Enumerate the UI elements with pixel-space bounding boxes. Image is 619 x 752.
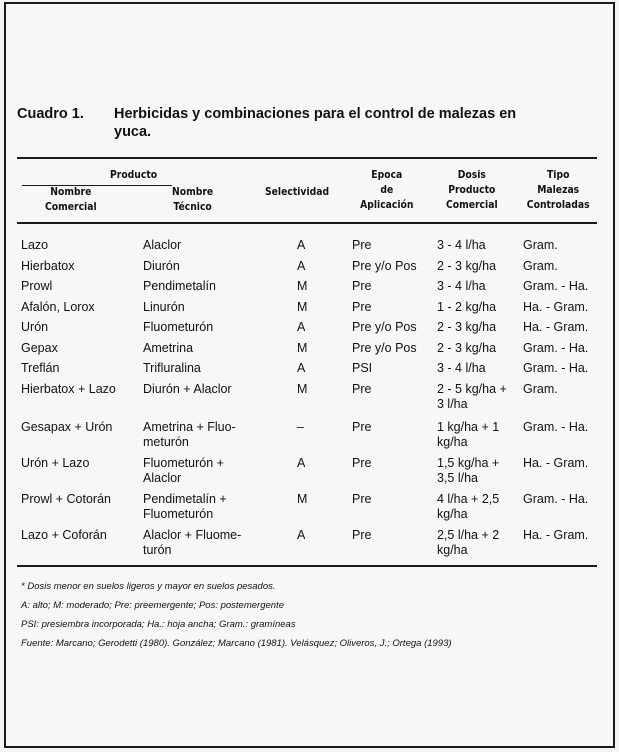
header-text: Producto <box>448 184 496 196</box>
note-1: * Dosis menor en suelos ligeros y mayor en suelos pesados. <box>21 581 276 592</box>
cell-dosis <box>437 361 486 376</box>
cell-dosis <box>437 279 486 294</box>
table-title <box>17 105 597 141</box>
cell-comercial <box>21 492 111 507</box>
header-text: de <box>380 184 394 196</box>
cell-tipo: Gram. <box>523 382 558 396</box>
cell-comercial <box>21 238 48 253</box>
cell-epoca: Pre <box>352 300 372 314</box>
note-2: A: alto; M: moderado; Pre: preemergente; Pos: postemergente <box>21 600 284 611</box>
cell-epoca: Pre y/o Pos <box>352 341 417 355</box>
cell-comercial <box>21 420 112 435</box>
cell-comercial <box>21 259 75 274</box>
cell-dosis <box>437 341 496 356</box>
cell-tecnico-line: turón <box>143 543 172 557</box>
cell-comercial <box>21 320 48 335</box>
cell-tecnico <box>143 259 180 274</box>
cell-tecnico <box>143 320 213 335</box>
note-4: Fuente: Marcano; Gerodetti (1980). González; Marcano (1981). Velásquez; Oliveros, J.; Ortega (1993) <box>21 638 452 649</box>
cell-dosis <box>437 420 499 450</box>
cell-dosis-line: 4 l/ha + 2,5 <box>437 492 500 506</box>
cell-tecnico-line: Alaclor <box>143 238 182 252</box>
cell-dosis-line: 2 - 3 kg/ha <box>437 259 497 273</box>
cell-dosis-line: 3 l/ha <box>437 397 468 411</box>
cell-dosis-line: 3,5 l/ha <box>437 471 479 485</box>
cell-tecnico-line: Ametrina <box>143 341 194 355</box>
cell-tecnico <box>143 341 193 356</box>
header-producto: Producto <box>110 169 158 181</box>
cell-selectividad: A <box>297 320 306 334</box>
cell-selectividad: – <box>297 420 304 434</box>
cell-selectividad: M <box>297 492 308 506</box>
cell-selectividad: M <box>297 341 308 355</box>
cell-tecnico-line: Fluometurón + <box>143 456 224 470</box>
cell-dosis <box>437 238 486 253</box>
cell-comercial-line: Prowl + Cotorán <box>21 492 111 506</box>
cell-tecnico <box>143 279 216 294</box>
cell-comercial <box>21 528 107 543</box>
note-3: PSI: presiembra incorporada; Ha.: hoja ancha; Gram.: gramíneas <box>21 619 296 630</box>
cell-dosis-line: 2 - 5 kg/ha + <box>437 382 507 396</box>
header-text: Epoca <box>371 169 403 181</box>
cell-epoca: Pre <box>352 456 372 470</box>
cell-dosis <box>437 382 507 412</box>
cell-epoca: Pre <box>352 420 372 434</box>
header-epoca <box>356 168 418 213</box>
cell-selectividad: A <box>297 528 306 542</box>
cell-comercial <box>21 361 59 376</box>
cell-dosis-line: kg/ha <box>437 435 468 449</box>
cell-selectividad: A <box>297 456 306 470</box>
cell-selectividad: M <box>297 279 308 293</box>
cell-tecnico <box>143 456 224 486</box>
header-nombre-comercial <box>45 185 97 215</box>
bottom-rule <box>17 565 597 567</box>
cell-tecnico-line: Alaclor <box>143 471 182 485</box>
header-text: Dosis <box>457 169 486 181</box>
cell-dosis-line: 2 - 3 kg/ha <box>437 341 497 355</box>
cell-tecnico-line: Diurón + Alaclor <box>143 382 232 396</box>
cell-selectividad: M <box>297 300 308 314</box>
cell-tipo: Gram. <box>523 259 558 273</box>
cell-tecnico-line: Pendimetalín <box>143 279 216 293</box>
cell-epoca: Pre y/o Pos <box>352 320 417 334</box>
header-text: Comercial <box>445 199 498 211</box>
cell-tecnico-line: Ametrina + Fluo- <box>143 420 236 434</box>
header-text: Tipo <box>546 169 570 181</box>
title-line-1: Herbicidas y combinaciones para el control de malezas en <box>114 106 517 122</box>
cell-comercial-line: Lazo <box>21 238 49 252</box>
cell-tipo: Ha. - Gram. <box>523 300 589 314</box>
cell-tecnico <box>143 300 185 315</box>
header-text: Nombre <box>172 186 214 198</box>
cell-comercial <box>21 456 89 471</box>
cell-comercial <box>21 341 58 356</box>
cell-comercial <box>21 382 116 397</box>
cell-dosis-line: 3 - 4 l/ha <box>437 361 486 375</box>
cell-tecnico <box>143 238 181 253</box>
header-text: Controladas <box>526 199 590 211</box>
cell-tecnico <box>143 382 232 397</box>
cell-tipo: Ha. - Gram. <box>523 456 589 470</box>
header-dosis <box>441 168 503 213</box>
cell-dosis <box>437 320 496 335</box>
cell-tecnico-line: Fluometurón <box>143 320 214 334</box>
cell-tecnico-line: meturón <box>143 435 189 449</box>
cell-comercial-line: Afalón, Lorox <box>21 300 95 314</box>
cell-dosis <box>437 456 499 486</box>
header-text: Nombre <box>50 186 92 198</box>
cell-dosis <box>437 300 496 315</box>
cell-comercial-line: Lazo + Coforán <box>21 528 107 542</box>
cell-comercial <box>21 279 52 294</box>
cell-tecnico-line: Diurón <box>143 259 180 273</box>
cell-comercial-line: Hierbatox + Lazo <box>21 382 116 396</box>
top-rule <box>17 157 597 159</box>
cell-epoca: Pre y/o Pos <box>352 259 417 273</box>
cell-comercial-line: Urón + Lazo <box>21 456 90 470</box>
cell-dosis-line: 1 - 2 kg/ha <box>437 300 497 314</box>
cell-tecnico-line: Trifluralina <box>143 361 201 375</box>
cell-comercial-line: Urón <box>21 320 49 334</box>
header-text: Aplicación <box>360 199 414 211</box>
cell-epoca: Pre <box>352 279 372 293</box>
cell-comercial-line: Gesapax + Urón <box>21 420 113 434</box>
cell-tecnico <box>143 420 236 450</box>
cell-selectividad: A <box>297 361 306 375</box>
cell-dosis-line: 3 - 4 l/ha <box>437 238 486 252</box>
header-text: Malezas <box>537 184 580 196</box>
title-line-2: yuca. <box>114 124 152 140</box>
cell-tecnico-line: Linurón <box>143 300 185 314</box>
cell-comercial <box>21 300 95 315</box>
table-notes <box>21 577 452 653</box>
header-rule <box>17 222 597 224</box>
cell-tipo: Gram. - Ha. <box>523 279 589 293</box>
cell-comercial-line: Treflán <box>21 361 60 375</box>
cell-epoca: PSI <box>352 361 373 375</box>
cell-comercial-line: Hierbatox <box>21 259 75 273</box>
header-text: Comercial <box>45 201 97 213</box>
header-tipo <box>523 168 593 213</box>
cell-epoca: Pre <box>352 382 372 396</box>
cell-dosis-line: 1 kg/ha + 1 <box>437 420 500 434</box>
cell-dosis-line: 2 - 3 kg/ha <box>437 320 497 334</box>
cell-tecnico-line: Fluometurón <box>143 507 214 521</box>
cell-comercial-line: Gepax <box>21 341 58 355</box>
cell-tipo: Gram. - Ha. <box>523 492 589 506</box>
header-text: Técnico <box>173 201 212 213</box>
cell-tipo: Gram. <box>523 238 558 252</box>
cell-selectividad: A <box>297 238 306 252</box>
cell-epoca: Pre <box>352 238 372 252</box>
cell-tecnico-line: Alaclor + Fluome- <box>143 528 242 542</box>
table-number: Cuadro 1. <box>17 106 84 122</box>
cell-tipo: Ha. - Gram. <box>523 528 589 542</box>
cell-epoca: Pre <box>352 528 372 542</box>
cell-tipo: Ha. - Gram. <box>523 320 589 334</box>
cell-dosis-line: kg/ha <box>437 507 468 521</box>
header-selectividad: Selectividad <box>265 186 330 198</box>
cell-comercial-line: Prowl <box>21 279 53 293</box>
cell-tipo: Gram. - Ha. <box>523 361 589 375</box>
cell-dosis-line: 3 - 4 l/ha <box>437 279 486 293</box>
cell-tecnico <box>143 528 241 558</box>
cell-dosis-line: 1,5 kg/ha + <box>437 456 500 470</box>
cell-epoca: Pre <box>352 492 372 506</box>
cell-selectividad: A <box>297 259 306 273</box>
cell-selectividad: M <box>297 382 308 396</box>
cell-tipo: Gram. - Ha. <box>523 341 589 355</box>
cell-dosis <box>437 492 499 522</box>
cell-tecnico <box>143 361 201 376</box>
header-nombre-tecnico <box>172 185 213 215</box>
cell-tecnico-line: Pendimetalín + <box>143 492 227 506</box>
cell-dosis-line: kg/ha <box>437 543 468 557</box>
cell-tecnico <box>143 492 227 522</box>
cell-dosis-line: 2,5 l/ha + 2 <box>437 528 500 542</box>
cell-tipo: Gram. - Ha. <box>523 420 589 434</box>
cell-dosis <box>437 528 499 558</box>
cell-dosis <box>437 259 496 274</box>
